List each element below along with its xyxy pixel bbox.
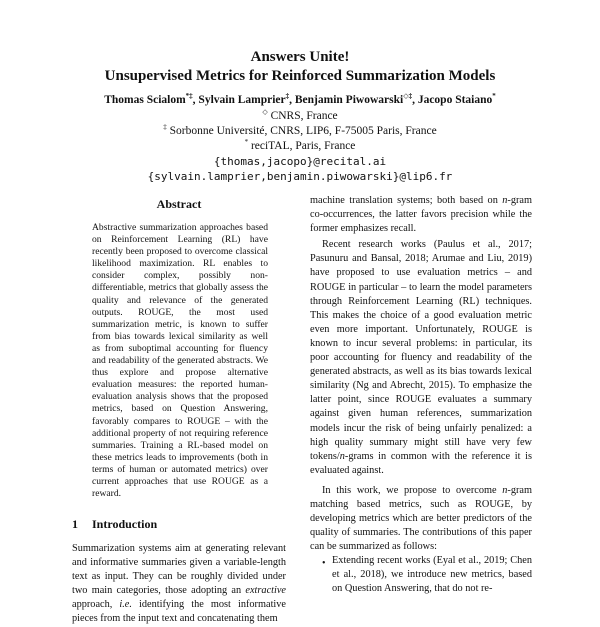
right-paragraph-1 <box>310 194 532 236</box>
right-paragraph-3 <box>310 484 532 554</box>
contribution-bullet-1: Extending recent works (Eyal et al., 2019; Chen et al., 2018), we introduce new metrics, based on Question Answering, that do not re- <box>332 555 532 595</box>
affiliation-2-text: Sorbonne Université, CNRS, LIP6, F-75005 Paris, France <box>166 125 437 137</box>
body-text: Recent research works (Paulus et al., 2017; Pasunuru and Bansal, 2018; Arumae and Liu, 2019) have proposed to use evaluation metrics – and ROUGE in particular – to learn the model parameters through Reinforcement Learning (RL) techniques. This makes the choice of a good evaluation metric even more important. Unfortunately, ROUGE is known to incur several problems: in particular, its poor accounting for fluency and readability of the generated abstracts, as well as its bias towards lexical similarity (Ng and Abrecht, 2015). To emphasize the latter point, since ROUGE evaluates a summary against given human references, summarization models incur the risk of being unfairly penalized: a high quality summary might still have very few tokens/ <box>310 239 532 462</box>
author-2: Sylvain Lamprier <box>198 94 286 106</box>
author-separator: , <box>412 94 418 106</box>
body-emphasis: n <box>502 484 508 496</box>
body-text: -gram matching based metrics, such as ROUGE, by developing metrics which are better predictors of the quality of summaries. The contributions of this paper can be summarized as follows: <box>310 484 532 553</box>
abstract-body: Abstractive summarization approaches based on Reinforcement Learning (RL) have recently been proposed to overcome classical likelihood maximization. RL enables to consider complex, possibly non-differentiable, metrics that globally assess the quality and relevance of the generated outputs. ROUGE, the most used summarization metric, is known to suffer from bias towards lexical similarity as well as from suboptimal accounting for fluency and readability of the generated abstracts. We thus explore and propose alternative evaluation measures: the reported human-evaluation analysis shows that the proposed metrics, based on Question Answering, favorably compares to ROUGE – with the additional property of not requiring reference summaries. Training a RL-based model on these metrics leads to improvements (both in terms of human or automated metrics) over current approaches that use ROUGE as a reward. <box>92 222 268 500</box>
email-line-2: {sylvain.lamprier,benjamin.piwowarski}@lip6.fr <box>147 170 453 183</box>
author-2-marks: ‡ <box>285 92 290 101</box>
body-text: -grams in common with the reference it is evaluated against. <box>310 450 532 476</box>
right-column-text <box>310 194 532 554</box>
body-text: machine translation systems; both based on <box>310 195 503 206</box>
abstract-heading: Abstract <box>156 197 202 211</box>
intro-emphasis: i.e. <box>119 599 132 611</box>
email-line-1: {thomas,jacopo}@recital.ai <box>213 155 387 168</box>
body-emphasis: n <box>339 450 345 462</box>
author-4-marks: * <box>492 92 496 101</box>
affiliation-2 <box>0 124 600 139</box>
author-4: Jacopo Staiano <box>417 94 493 106</box>
affiliation-2-mark: ‡ <box>163 123 167 132</box>
affiliation-1-mark: ◇ <box>262 108 268 117</box>
section-heading-introduction <box>72 517 157 532</box>
body-emphasis: n <box>502 195 508 206</box>
section-number: 1 <box>72 517 78 531</box>
author-separator: , <box>289 94 295 106</box>
title-line-1: Answers Unite! <box>250 49 350 65</box>
intro-text: Summarization systems aim at generating relevant and informative summaries given a variable-length text as input. They can be roughly divided under two main categories, those adopting an <box>72 543 286 597</box>
author-1-marks: *‡ <box>185 92 193 101</box>
affiliation-1-text: CNRS, France <box>267 110 338 122</box>
section-title: Introduction <box>92 517 158 531</box>
author-3-marks: ◇‡ <box>403 92 413 101</box>
intro-text: identifying the most informative pieces from the input text and concatenating them <box>72 599 287 625</box>
intro-text: approach, <box>72 599 120 611</box>
author-1: Thomas Scialom <box>104 94 186 106</box>
bullet-symbol: • <box>322 558 326 569</box>
paper-title <box>0 48 600 86</box>
intro-emphasis: extractive <box>245 585 286 597</box>
right-paragraph-2 <box>310 238 532 478</box>
affiliation-3-text: reciTAL, Paris, France <box>248 140 356 152</box>
author-list <box>0 93 600 108</box>
author-3: Benjamin Piwowarski <box>294 94 404 106</box>
affiliation-3 <box>0 139 600 154</box>
affiliation-3-mark: * <box>244 138 249 147</box>
affiliation-1 <box>0 109 600 124</box>
intro-paragraph-1 <box>72 542 286 627</box>
body-text: -gram co-occurrences, the latter favors precision while the former emphasizes recall. <box>310 195 532 235</box>
body-text: In this work, we propose to overcome <box>322 484 503 496</box>
author-separator: , <box>192 94 199 106</box>
title-line-2: Unsupervised Metrics for Reinforced Summarization Models <box>104 68 496 84</box>
